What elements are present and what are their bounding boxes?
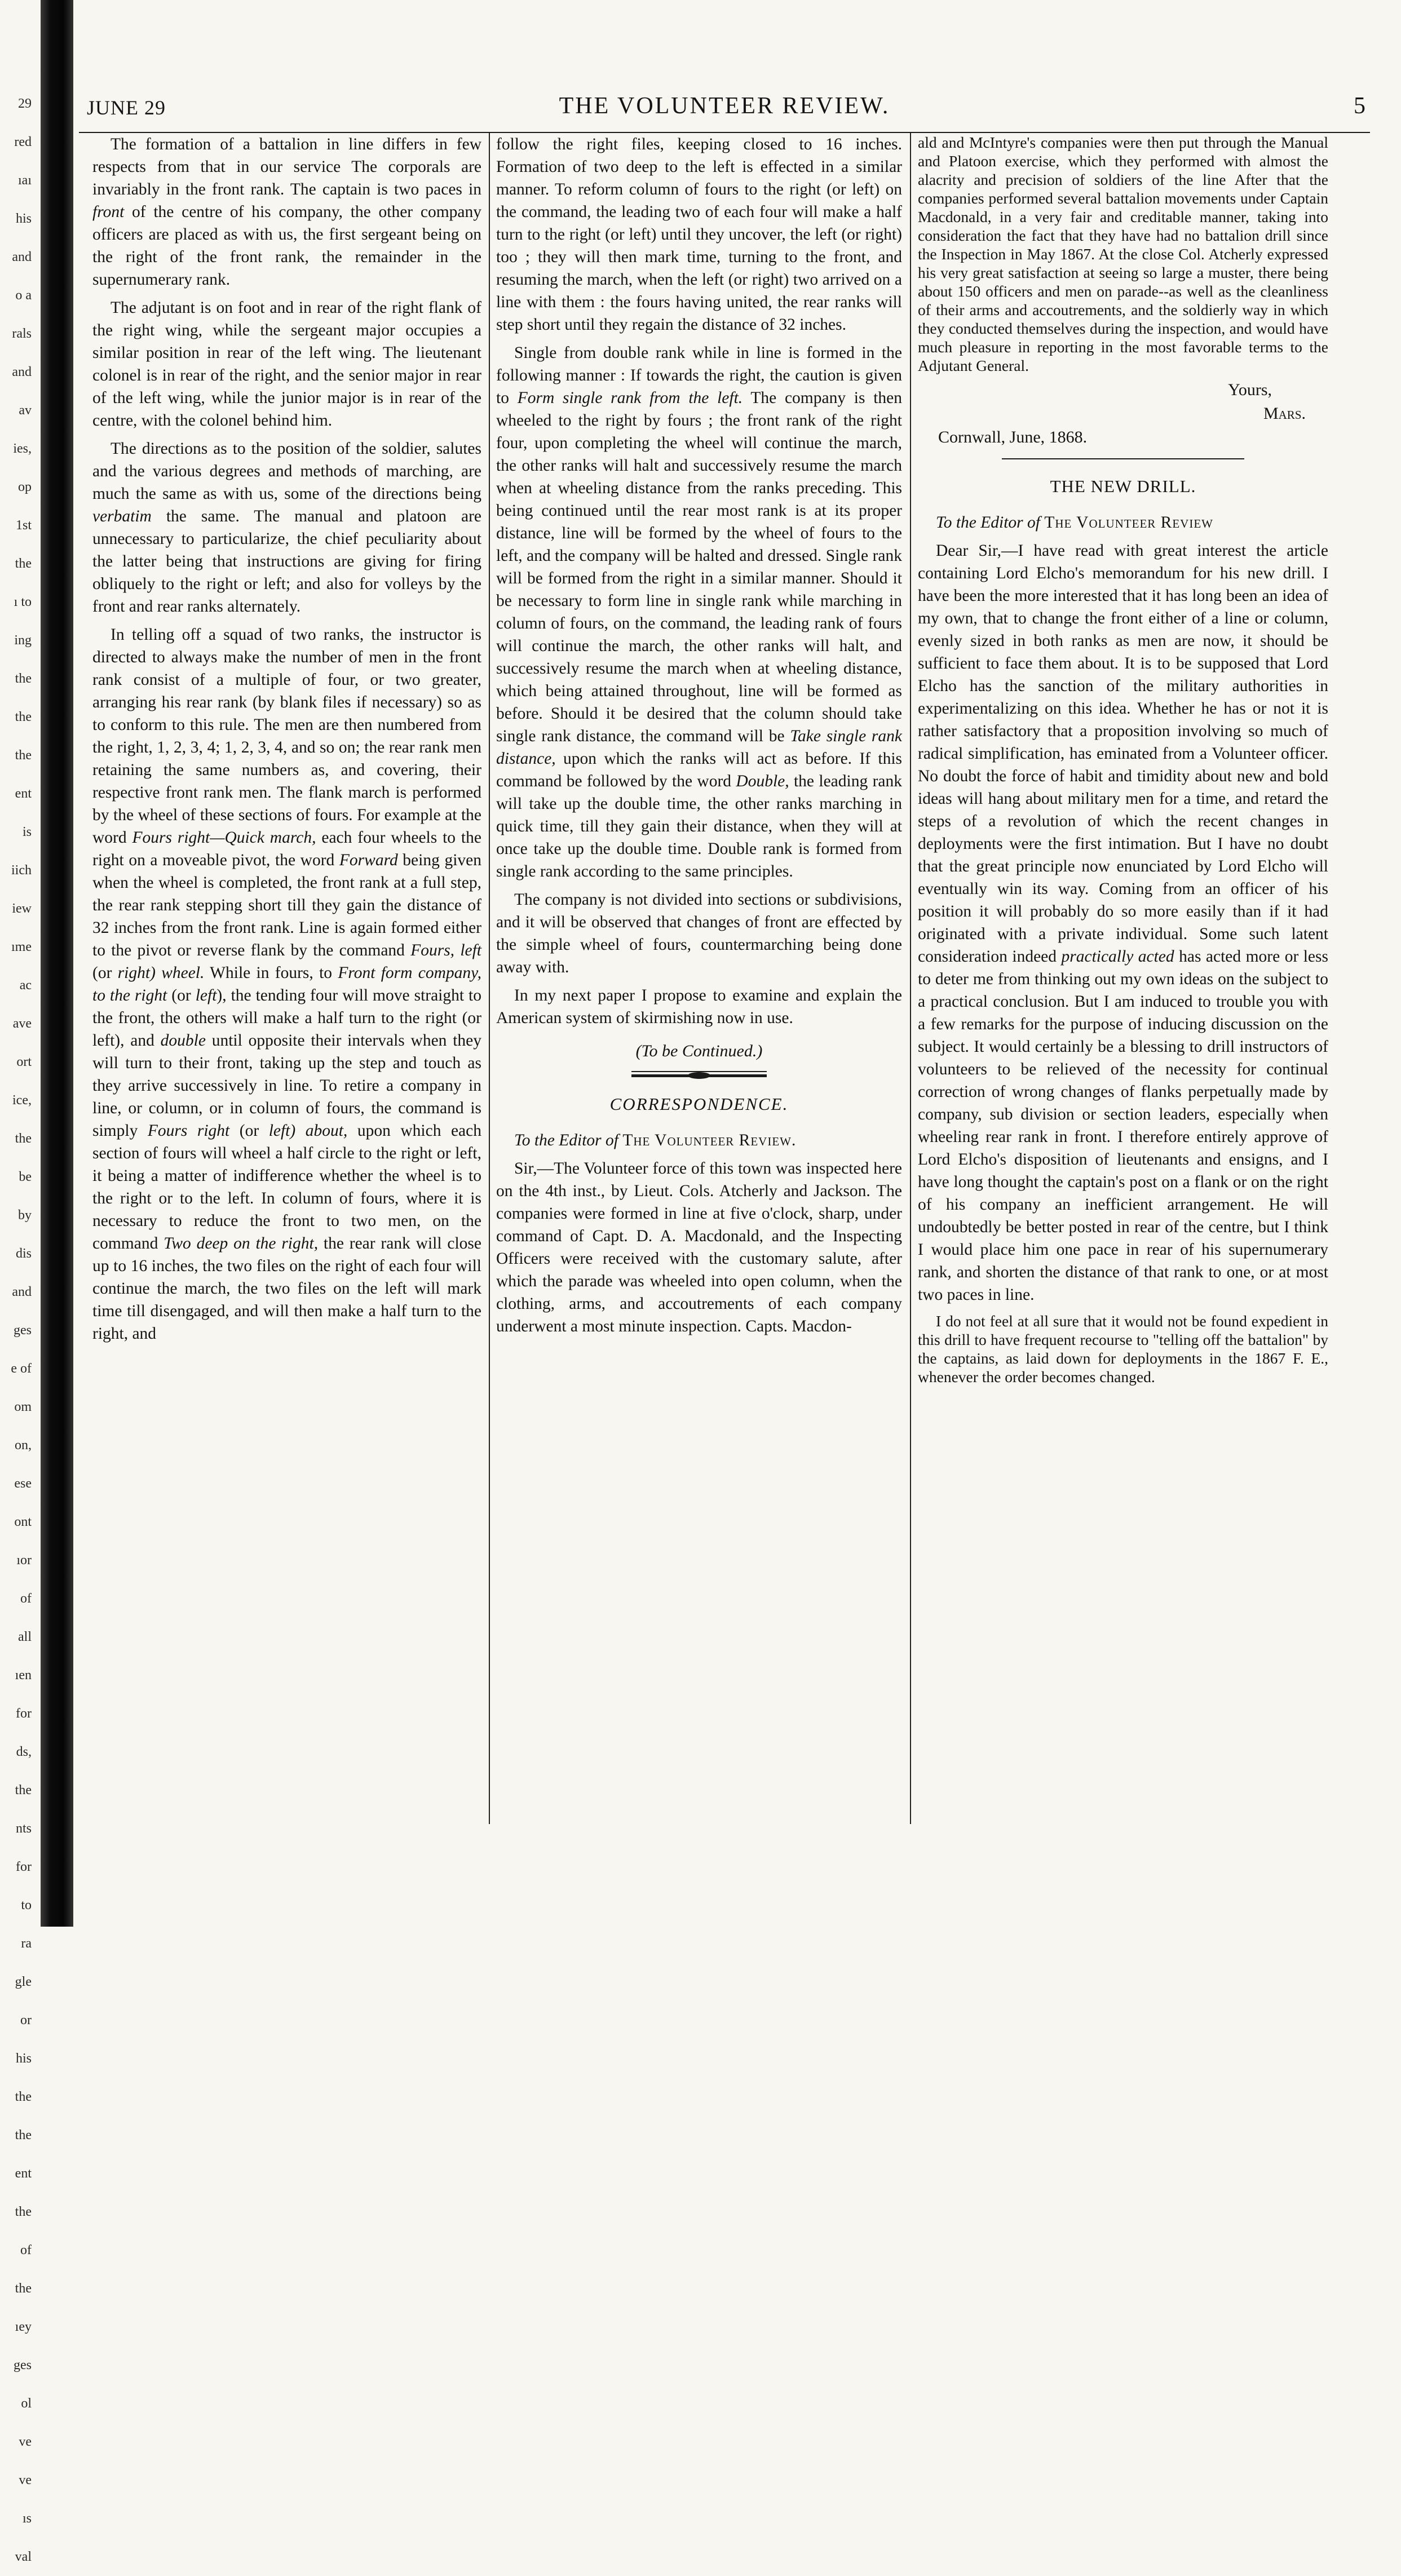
page-header — [79, 85, 1370, 121]
gutter-fragment: the — [15, 2090, 32, 2104]
gutter-fragment: ort — [16, 1055, 32, 1069]
gutter-fragment: ges — [14, 2358, 32, 2373]
signoff-author: Mars. — [1263, 404, 1306, 423]
gutter-fragment: the — [15, 1131, 32, 1146]
gutter-fragment: ve — [19, 2473, 32, 2488]
gutter-bleed-through — [0, 85, 34, 2564]
paragraph: ald and McIntyre's companies were then put through the Manual and Platoon exercise, which they performed with almost the alacrity and precision of soldiers of the line After that the companies performed several battalion movements under Captain Macdonald, in a very fair and creditable manner, taking into consideration the fact that they have had no battalion drill since the Inspection in May 1867. At the close Col. Atcherly expressed his very great satisfaction at seeing so large a muster, there being about 150 officers and men on parade--as well as the cleanliness of their arms and accoutrements, and the soldierly way in which they conducted themselves during the inspection, and would have much pleasure in reporting in the most favorable terms to the Adjutant General. — [918, 134, 1328, 374]
paragraph: The directions as to the position of the soldier, salutes and the various degrees and methods of marching, are much the same as with us, some of the directions being verbatim the same. The manual and platoon are unnecessary to particularize, the chief peculiarity about the latter being that instructions are giving for firing obliquely to the right or left; and also for volleys by the front and rear ranks alternately. — [92, 440, 481, 616]
gutter-fragment: the — [15, 710, 32, 724]
gutter-fragment: av — [19, 403, 32, 418]
paragraph: Dear Sir,—I have read with great interest the article containing Lord Elcho's memorandum for his new drill. I have been the more interested that it has long been an idea of my own, that to change the front either of a line or column, evenly sized in both ranks as men are now, it should be sufficient to face them about. It is to be supposed that Lord Elcho has the sanction of the military authorities in experimentalizing on this idea. Whether he has or not it is rather satisfactory that a proposition involving so much of radical simplification, has eminated from a Volunteer officer. No doubt the force of habit and timidity about new and bold ideas will hang about military men for a time, and retard the steps of a revolution of which the recent changes in deployments were the first intimation. But I have no doubt that the great principle now enunciated by Lord Elcho will eventually win its way. Coming from an officer of his position it will probably do so more easily than if it had originated with a private individual. Some such latent consideration indeed practically acted has acted more or less to deter me from thinking out my own ideas on the subject to a practical conclusion. But I am induced to trouble you with a few remarks for the purpose of inducing discussion on the subject. It would certainly be a blessing to drill instructors of volunteers to be relieved of the necessity for continual correction of wrong changes of flanks perpetually made by company, sub division or section leaders, especially when wheeling rear rank in front. I therefore entirely approve of Lord Elcho's disposition of lieutenants and ensigns, and I have long thought the captain's post on a flank or on the right of his company an inefficient arrangement. He will undoubtedly be better posted in rear of the centre, but I think I would place him one pace in rear of his supernumerary rank, and shorten the distance of that rank to one, or at most two paces in line. — [918, 542, 1328, 1304]
gutter-fragment: o a — [15, 288, 32, 303]
paragraph: The adjutant is on foot and in rear of the right flank of the right wing, while the sergeant major occupies a similar position in rear of the left wing. The lieutenant colonel is in rear of the right, and the senior major in rear of the left wing, while the junior major is in rear of the centre, with the colonel behind him. — [92, 299, 481, 430]
gutter-fragment: red — [14, 135, 32, 149]
paragraph: I do not feel at all sure that it would not be found expedient in this drill to have frequent recourse to "telling off the battalion" by the captains, as laid down for deployments in the 1867 F. E., whenever the order becomes changed. — [918, 1312, 1328, 1386]
gutter-fragment: val — [15, 2550, 32, 2564]
section-rule — [1002, 458, 1244, 459]
gutter-fragment: the — [15, 2281, 32, 2296]
paragraph: follow the right files, keeping closed to 16 inches. Formation of two deep to the left is effected in a similar manner. To reform column of fours to the right (or left) on the command, the leading two of each four will make a half turn to the right (or left) until they uncover, the left (or right) too ; they will then mark time, turning to the front, and resuming the march, when the left (or right) two arrived on a line with them : the fours having united, the rear ranks will step short until they regain the distance of 32 inches. — [496, 135, 902, 334]
gutter-fragment: all — [18, 1630, 32, 1644]
column-1 — [92, 133, 481, 1824]
gutter-fragment: 29 — [18, 96, 32, 111]
gutter-fragment: ra — [21, 1936, 32, 1951]
gutter-fragment: om — [14, 1400, 32, 1414]
gutter-fragment: is — [22, 825, 32, 839]
newspaper-page — [79, 85, 1370, 1888]
letter-address: To the Editor of The Volunteer Review. — [514, 1131, 797, 1149]
gutter-fragment: the — [15, 671, 32, 686]
paragraph: The company is not divided into sections or subdivisions, and it will be observed that changes of front are effected by the simple wheel of fours, countermarching being done away with. — [496, 891, 902, 976]
continued-note: (To be Continued.) — [635, 1042, 763, 1060]
gutter-fragment: rals — [12, 326, 32, 341]
gutter-fragment: for — [16, 1706, 32, 1721]
gutter-fragment: ent — [15, 786, 32, 801]
gutter-fragment: be — [19, 1170, 32, 1184]
page-number: 5 — [1354, 93, 1365, 119]
gutter-fragment: ı to — [14, 595, 32, 609]
gutter-fragment: the — [15, 1783, 32, 1798]
binding-strip — [41, 0, 73, 1927]
gutter-fragment: the — [15, 2205, 32, 2219]
gutter-fragment: ıme — [11, 940, 32, 954]
gutter-fragment: ol — [21, 2396, 32, 2411]
gutter-fragment: ıs — [22, 2511, 32, 2526]
gutter-fragment: ges — [14, 1323, 32, 1338]
page-title: THE VOLUNTEER REVIEW. — [559, 93, 890, 119]
section-heading: THE NEW DRILL. — [1050, 476, 1196, 496]
column-rule — [489, 133, 490, 1824]
gutter-fragment: gle — [15, 1975, 32, 1989]
gutter-fragment: ice, — [12, 1093, 32, 1108]
gutter-fragment: ve — [19, 2435, 32, 2449]
signoff-yours: Yours, — [1228, 380, 1272, 399]
gutter-fragment: e of — [11, 1361, 32, 1376]
gutter-fragment: the — [15, 748, 32, 763]
paragraph: The formation of a battalion in line differs in few respects from that in our service The corporals are invariably in the front rank. The captain is two paces in front of the centre of his company, the other company officers are placed as with us, the first sergeant being on the right of the front rank, the remainder in the supernumerary rank. — [92, 135, 481, 289]
letter-signoff — [918, 378, 1328, 449]
gutter-fragment: dis — [15, 1246, 32, 1261]
gutter-fragment: to — [21, 1898, 32, 1913]
gutter-fragment: the — [15, 2128, 32, 2143]
paragraph: Single from double rank while in line is formed in the following manner : If towards the right, the caution is given to Form single rank from the left. The company is then wheeled to the right by fours ; the front rank of the right four, upon completing the wheel will continue the march, the other ranks will halt and successively resume the march when at wheeling distance from the ranks preceding. This being continued until the rear most rank is at its proper distance, line will be formed by the wheel of fours to the left, and the company will be halted and dressed. Single rank will be formed from the right in a similar manner. Should it be necessary to form line in single rank while marching in column of fours, on the command, the leading rank of fours will continue the march, the other ranks will halt, and successively resume the march when at wheeling distance, which being attained throughout, line will be formed as before. Should it be desired that the column should take single rank distance, the command will be Take single rank distance, upon which the ranks will act as before. If this command be followed by the word Double, the leading rank will take up the double time, the other ranks marching in quick time, till they gain their distance, when they will at once take up the double time. Double rank is formed from single rank according to the same principles. — [496, 344, 902, 880]
gutter-fragment: ent — [15, 2166, 32, 2181]
gutter-fragment: op — [18, 480, 32, 494]
gutter-fragment: iich — [11, 863, 32, 878]
paragraph: In my next paper I propose to examine and explain the American system of skirmishing now in use. — [496, 986, 902, 1027]
columns — [79, 132, 1370, 1824]
section-heading: CORRESPONDENCE. — [609, 1094, 789, 1114]
gutter-fragment: ıey — [15, 2320, 32, 2334]
letter-address: To the Editor of The Volunteer Review — [936, 514, 1213, 532]
gutter-fragment: by — [18, 1208, 32, 1223]
column-2 — [496, 133, 902, 1824]
paragraph: Sir,—The Volunteer force of this town was inspected here on the 4th inst., by Lieut. Cols. Atcherly and Jackson. The companies were formed in line at five o'clock, sharp, under command of Capt. D. A. Macdonald, and the Inspecting Officers were received with the customary salute, after which the parade was wheeled into open column, when the clothing, arms, and accoutrements of each company underwent a most minute inspection. Capts. Macdon- — [496, 1159, 902, 1335]
gutter-fragment: ave — [12, 1016, 32, 1031]
gutter-fragment: ds, — [16, 1745, 32, 1759]
signoff-place-date: Cornwall, June, 1868. — [938, 428, 1088, 446]
column-rule — [910, 133, 911, 1824]
column-3 — [918, 133, 1328, 1824]
gutter-fragment: of — [20, 1591, 32, 1606]
gutter-fragment: ont — [14, 1515, 32, 1529]
ornamental-rule — [631, 1074, 767, 1077]
gutter-fragment: the — [15, 556, 32, 571]
gutter-fragment: 1st — [15, 518, 32, 533]
gutter-fragment: iew — [12, 901, 32, 916]
gutter-fragment: ies, — [13, 441, 32, 456]
gutter-fragment: his — [15, 2051, 32, 2066]
gutter-fragment: for — [16, 1860, 32, 1874]
gutter-fragment: ing — [14, 633, 32, 648]
gutter-fragment: ıor — [16, 1553, 32, 1568]
paragraph: In telling off a squad of two ranks, the instructor is directed to always make the number of men in the front rank consist of a multiple of four, or two greater, arranging his rear rank (by blank files if necessary) so as to conform to this rule. The men are then numbered from the right, 1, 2, 3, 4; 1, 2, 3, 4, and so on; the rear rank men retaining the same numbers as, and covering, their respective front rank men. The flank march is performed by the wheel of these sections of fours. For example at the word Fours right—Quick march, each four wheels to the right on a moveable pivot, the word Forward being given when the wheel is completed, the front rank at a full step, the rear rank stepping short till they gain the distance of 32 inches from the front rank. Line is again formed either to the pivot or reverse flank by the command Fours, left (or right) wheel. While in fours, to Front form company, to the right (or left), the tending four will move straight to the front, the others will make a half turn to the right (or left), and double until opposite their intervals when they will turn to their front, taking up the step and touch as they arrive successively in line. To retire a company in line, or column, or in column of fours, the command is simply Fours right (or left) about, upon which each section of fours will wheel a half circle to the right or left, it being a matter of indifference whether the wheel is to the right or to the left. In column of fours, where it is necessary to reduce the front to two men, on the command Two deep on the right, the rear rank will close up to 16 inches, the two files on the right of each four will continue the march, the two files on the left will mark time till disengaged, and will then make a half turn to the right, and — [92, 626, 482, 1343]
gutter-fragment: or — [20, 2013, 32, 2028]
page-date: JUNE 29 — [87, 96, 166, 119]
gutter-fragment: nts — [15, 1821, 32, 1836]
gutter-fragment: ıen — [15, 1668, 32, 1683]
gutter-fragment: and — [12, 365, 32, 379]
gutter-fragment: ıaı — [18, 173, 32, 188]
gutter-fragment: ese — [14, 1476, 32, 1491]
gutter-fragment: his — [15, 211, 32, 226]
gutter-fragment: on, — [15, 1438, 32, 1453]
gutter-fragment: ac — [19, 978, 32, 993]
gutter-fragment: and — [12, 1285, 32, 1299]
gutter-fragment: and — [12, 250, 32, 264]
gutter-fragment: of — [20, 2243, 32, 2258]
